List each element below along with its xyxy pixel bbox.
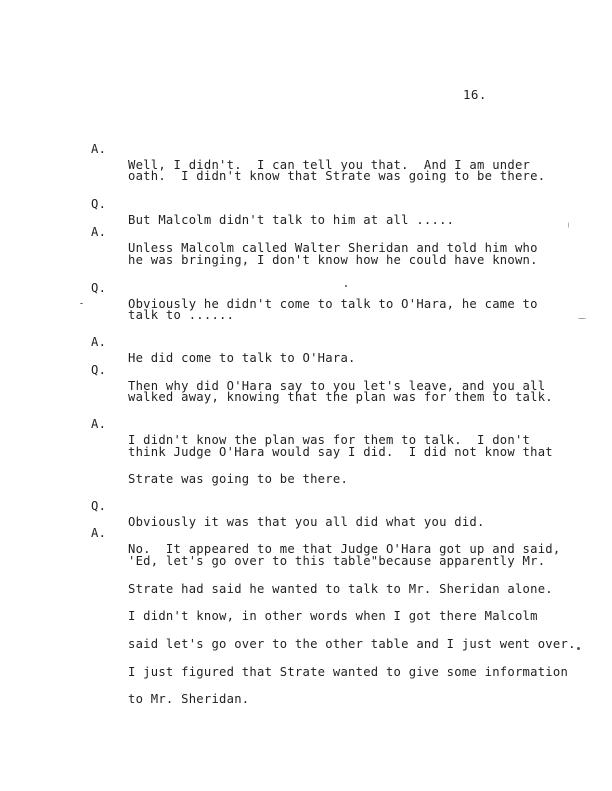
speaker-label: Q. (91, 281, 107, 295)
scan-speck (345, 285, 347, 287)
answer-text: Unless Malcolm called Walter Sheridan and told him who (128, 241, 538, 255)
speaker-label: Q. (91, 499, 107, 513)
question-text: talk to ...... (128, 308, 235, 322)
scan-speck (578, 318, 586, 319)
speaker-label: A. (91, 225, 107, 239)
speaker-label: A. (91, 335, 107, 349)
speaker-label: Q. (91, 363, 107, 377)
answer-text: oath. I didn't know that Strate was going to be there. (128, 169, 546, 183)
question-text: Obviously it was that you all did what you did. (128, 515, 485, 529)
answer-text: I didn't know, in other words when I got there Malcolm (128, 609, 538, 623)
scan-speck (577, 647, 580, 650)
answer-text: he was bringing, I don't know how he could have known. (128, 253, 538, 267)
speaker-label: Q. (91, 197, 107, 211)
answer-text: 'Ed, let's go over to this table"because apparently Mr. (128, 554, 546, 568)
page-number: 16. (463, 87, 487, 102)
answer-text: to Mr. Sheridan. (128, 692, 250, 706)
speaker-label: A. (91, 526, 107, 540)
answer-text: He did come to talk to O'Hara. (128, 351, 356, 365)
scan-speck (568, 222, 569, 228)
speaker-label: A. (91, 417, 107, 431)
question-text: Then why did O'Hara say to you let's leave, and you all (128, 379, 546, 393)
answer-text: Strate had said he wanted to talk to Mr. Sheridan alone. (128, 582, 553, 596)
transcript-line (0, 675, 250, 723)
question-text: walked away, knowing that the plan was for them to talk. (128, 390, 553, 404)
answer-text: Strate was going to be there. (128, 472, 349, 486)
answer-text: think Judge O'Hara would say I did. I did not know that (128, 445, 553, 459)
question-text: Obviously he didn't come to talk to O'Hara, he came to (128, 297, 538, 311)
speaker-label: A. (91, 142, 107, 156)
question-text: But Malcolm didn't talk to him at all ..... (128, 213, 455, 227)
answer-text: No. It appeared to me that Judge O'Hara got up and said, (128, 542, 561, 556)
answer-text: said let's go over to the other table and I just went over. (128, 637, 576, 651)
answer-text: Well, I didn't. I can tell you that. And I am under (128, 158, 531, 172)
answer-text: I didn't know the plan was for them to talk. I don't (128, 433, 531, 447)
answer-text: I just figured that Strate wanted to give some information (128, 665, 569, 679)
scan-speck (80, 303, 83, 304)
